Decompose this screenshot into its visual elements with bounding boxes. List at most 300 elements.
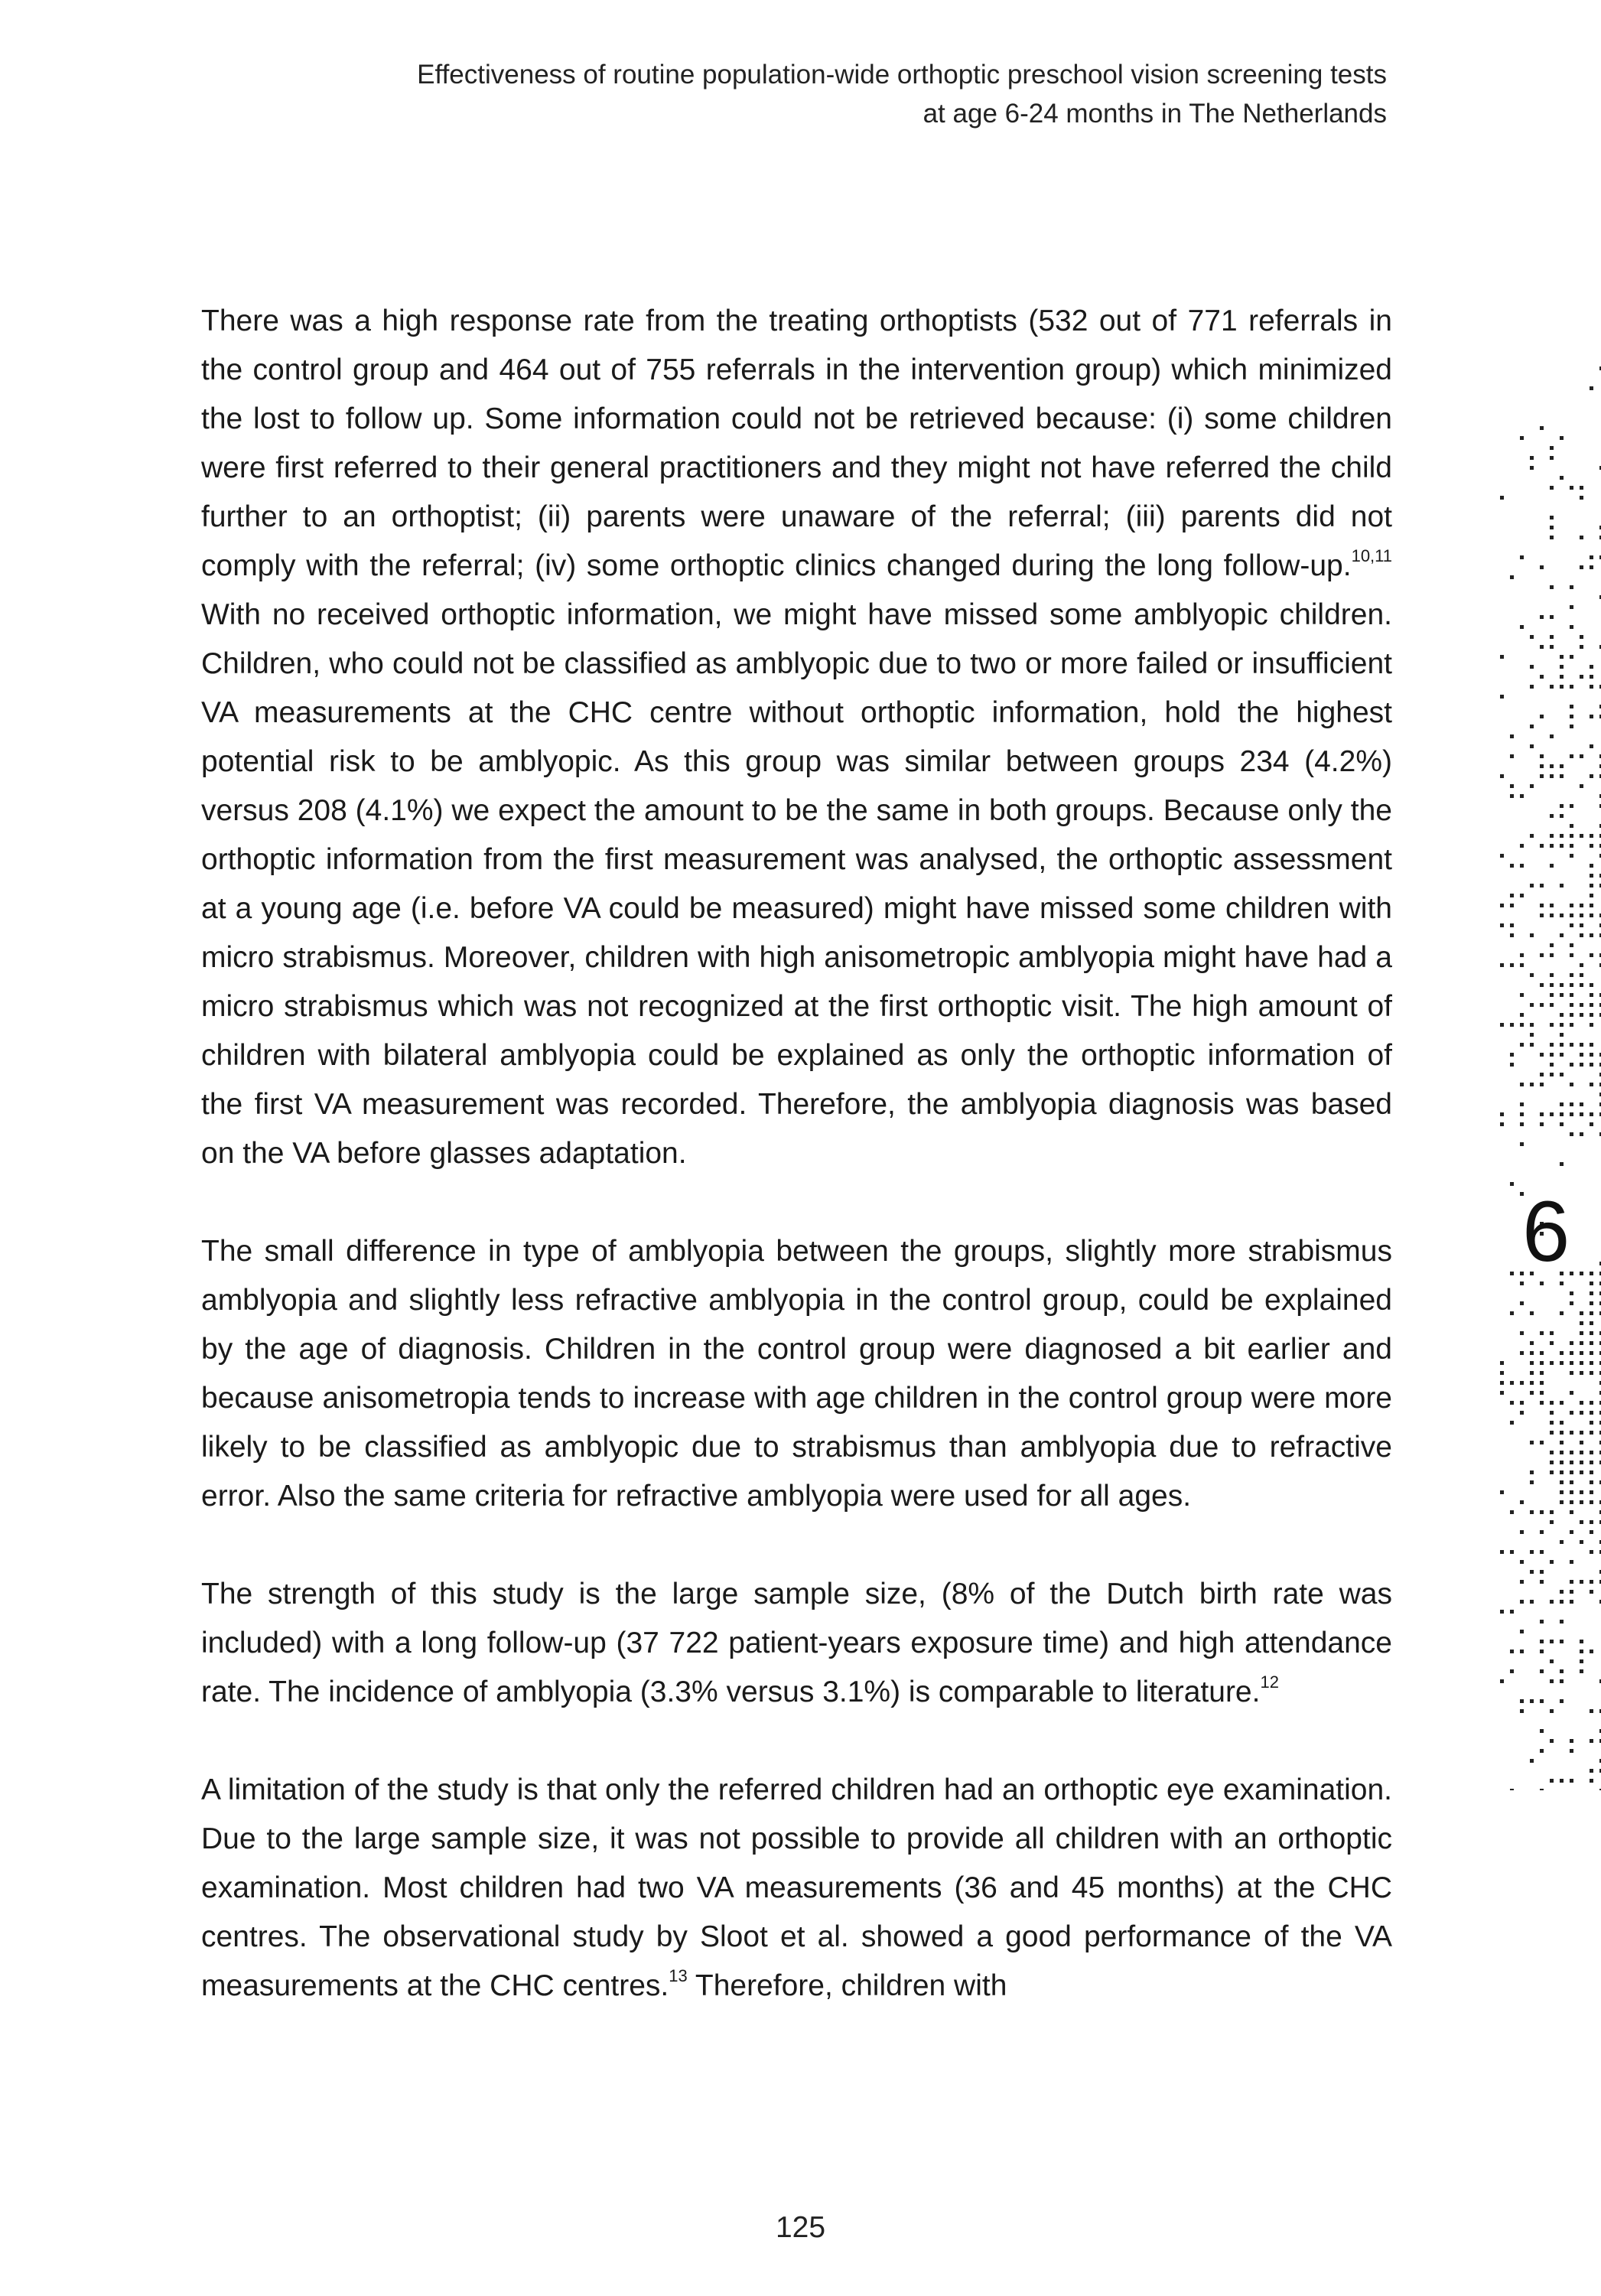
tab-dot (1590, 1451, 1593, 1454)
tab-dot (1510, 1023, 1514, 1027)
tab-dot (1580, 1321, 1583, 1325)
tab-dot (1580, 1132, 1583, 1136)
tab-dot (1570, 943, 1573, 947)
tab-dot (1510, 1669, 1514, 1673)
tab-dot (1510, 1063, 1514, 1067)
tab-dot (1570, 1063, 1573, 1067)
tab-dot (1580, 963, 1583, 967)
tab-dot (1540, 1122, 1544, 1126)
tab-dot (1550, 1709, 1554, 1713)
tab-dot (1550, 864, 1554, 868)
tab-dot (1580, 923, 1583, 927)
tab-dot (1550, 993, 1554, 997)
tab-dot (1550, 1560, 1554, 1564)
tab-dot (1570, 1749, 1573, 1753)
tab-dot (1560, 1620, 1564, 1623)
tab-dot (1530, 744, 1534, 748)
tab-dot (1510, 1789, 1514, 1790)
tab-dot (1550, 943, 1554, 947)
tab-dot (1510, 575, 1514, 579)
tab-dot (1580, 486, 1583, 490)
tab-dot (1590, 715, 1593, 718)
tab-dot (1540, 1510, 1544, 1514)
tab-dot (1560, 814, 1564, 818)
tab-dot (1550, 834, 1554, 838)
tab-dot (1510, 1272, 1514, 1275)
tab-dot (1540, 1729, 1544, 1733)
tab-dot (1590, 1291, 1593, 1295)
tab-dot (1530, 1391, 1534, 1395)
tab-dot (1550, 1003, 1554, 1007)
tab-dot (1590, 1470, 1593, 1474)
tab-dot (1500, 963, 1504, 967)
tab-dot (1580, 1441, 1583, 1444)
tab-dot (1560, 844, 1564, 848)
tab-dot (1540, 1699, 1544, 1703)
tab-dot (1580, 1540, 1583, 1544)
tab-dot (1560, 1669, 1564, 1673)
tab-dot (1520, 1411, 1524, 1415)
tab-dot (1570, 983, 1573, 987)
tab-dot (1590, 1331, 1593, 1335)
tab-dot (1550, 1112, 1554, 1116)
tab-dot (1530, 1003, 1534, 1007)
tab-dot (1570, 725, 1573, 728)
tab-dot (1500, 904, 1504, 907)
tab-dot (1580, 1063, 1583, 1067)
tab-dot (1580, 1490, 1583, 1494)
tab-dot (1520, 1580, 1524, 1584)
tab-dot (1580, 1520, 1583, 1524)
tab-dot (1520, 1401, 1524, 1405)
tab-dot (1560, 993, 1564, 997)
tab-dot (1590, 1083, 1593, 1086)
tab-dot (1580, 1311, 1583, 1315)
tab-dot (1530, 665, 1534, 669)
tab-dot (1530, 1033, 1534, 1037)
tab-dot (1580, 914, 1583, 917)
tab-dot (1510, 963, 1514, 967)
tab-dot (1570, 1371, 1573, 1375)
tab-dot (1560, 1351, 1564, 1355)
tab-dot (1570, 1023, 1573, 1027)
tab-dot (1580, 983, 1583, 987)
paragraph-4-text-a: A limitation of the study is that only the referred children had an orthoptic eye examination. Due to the large sample size, it was not possible to provide all children with an orthoptic examination. Most children had two VA measurements (36 and 45 months) at the CHC centres. The observational study by Sloot et al. showed a good performance of the VA measurements at the CHC centres. (201, 1773, 1392, 2002)
tab-dot (1560, 1600, 1564, 1604)
tab-dot (1540, 675, 1544, 679)
tab-dot (1510, 1311, 1514, 1315)
tab-dot (1550, 1779, 1554, 1783)
tab-dot (1590, 1351, 1593, 1355)
tab-dot (1530, 1699, 1534, 1703)
tab-dot (1580, 904, 1583, 907)
tab-dot (1570, 715, 1573, 718)
citation-13: 13 (669, 1966, 688, 1985)
tab-dot (1560, 1679, 1564, 1683)
tab-dot (1500, 1490, 1504, 1494)
tab-dot (1540, 774, 1544, 778)
tab-dot (1530, 884, 1534, 887)
tab-dot (1550, 1679, 1554, 1683)
tab-dot (1590, 1311, 1593, 1315)
tab-dot (1570, 1431, 1573, 1435)
tab-dot (1530, 784, 1534, 788)
tab-dot (1500, 854, 1504, 858)
tab-dot (1580, 1351, 1583, 1355)
tab-dot (1540, 1282, 1544, 1285)
tab-dot (1590, 1282, 1593, 1285)
tab-dot (1520, 1102, 1524, 1106)
tab-dot (1520, 1630, 1524, 1633)
tab-dot (1530, 1600, 1534, 1604)
tab-dot (1580, 1013, 1583, 1017)
tab-dot (1520, 1709, 1524, 1713)
tab-dot (1530, 725, 1534, 728)
tab-dot (1560, 1102, 1564, 1106)
tab-dot (1510, 794, 1514, 798)
tab-dot (1590, 386, 1593, 390)
tab-dot (1570, 1411, 1573, 1415)
tab-dot (1520, 1560, 1524, 1564)
body-text (201, 297, 1392, 2011)
tab-dot (1570, 1560, 1573, 1564)
tab-dot (1570, 1739, 1573, 1743)
tab-dot (1550, 953, 1554, 957)
tab-dot (1530, 1510, 1534, 1514)
tab-dot (1550, 914, 1554, 917)
tab-dot (1560, 914, 1564, 917)
tab-dot (1590, 1112, 1593, 1116)
tab-dot (1570, 605, 1573, 609)
tab-dot (1590, 933, 1593, 937)
tab-dot (1530, 1023, 1534, 1027)
tab-dot (1590, 1530, 1593, 1534)
tab-dot (1540, 1580, 1544, 1584)
tab-dot (1560, 764, 1564, 768)
tab-dot (1590, 565, 1593, 569)
tab-dot (1560, 834, 1564, 838)
tab-dot (1540, 1401, 1544, 1405)
tab-dot (1550, 973, 1554, 977)
tab-dot (1540, 1112, 1544, 1116)
tab-dot (1550, 685, 1554, 689)
tab-dot (1540, 1083, 1544, 1086)
tab-dot (1560, 1540, 1564, 1544)
tab-dot (1580, 1461, 1583, 1464)
tab-dot (1560, 1122, 1564, 1126)
tab-dot (1550, 1401, 1554, 1405)
tab-dot (1590, 914, 1593, 917)
tab-dot (1550, 904, 1554, 907)
tab-dot (1510, 1401, 1514, 1405)
tab-dot (1560, 1033, 1564, 1037)
tab-dot (1550, 635, 1554, 639)
tab-dot (1570, 1341, 1573, 1345)
tab-dot (1590, 1401, 1593, 1405)
tab-dot (1590, 685, 1593, 689)
tab-dot (1550, 446, 1554, 450)
tab-dot (1580, 754, 1583, 758)
tab-dot (1590, 983, 1593, 987)
tab-dot (1540, 1550, 1544, 1554)
tab-dot (1520, 1282, 1524, 1285)
tab-dot (1570, 1580, 1573, 1584)
tab-dot (1570, 904, 1573, 907)
tab-dot (1550, 645, 1554, 649)
tab-dot (1590, 1321, 1593, 1325)
tab-dot (1540, 615, 1544, 619)
tab-dot (1540, 844, 1544, 848)
tab-dot (1540, 1570, 1544, 1574)
tab-dot (1520, 844, 1524, 848)
tab-dot (1500, 695, 1504, 699)
tab-dot (1590, 1053, 1593, 1057)
tab-dot (1510, 1053, 1514, 1057)
tab-dot (1540, 1371, 1544, 1375)
tab-dot (1520, 1530, 1524, 1534)
tab-dot (1590, 1550, 1593, 1554)
tab-dot (1550, 844, 1554, 848)
tab-dot (1500, 496, 1504, 500)
tab-dot (1570, 1351, 1573, 1355)
tab-dot (1540, 1441, 1544, 1444)
tab-dot (1540, 1351, 1544, 1355)
tab-dot (1580, 1451, 1583, 1454)
tab-dot (1590, 1520, 1593, 1524)
tab-dot (1570, 585, 1573, 589)
tab-dot (1540, 754, 1544, 758)
tab-dot (1590, 1043, 1593, 1047)
tab-dot (1550, 1520, 1554, 1524)
tab-dot (1570, 1102, 1573, 1106)
tab-dot (1500, 1361, 1504, 1365)
tab-dot (1570, 1132, 1573, 1136)
tab-dot (1520, 1083, 1524, 1086)
tab-dot (1540, 565, 1544, 569)
tab-dot (1560, 1401, 1564, 1405)
tab-dot (1540, 1640, 1544, 1643)
tab-dot (1550, 516, 1554, 519)
tab-dot (1590, 1411, 1593, 1415)
tab-dot (1560, 1461, 1564, 1464)
tab-dot (1590, 1779, 1593, 1783)
tab-dot (1590, 675, 1593, 679)
tab-dot (1510, 864, 1514, 868)
tab-dot (1570, 655, 1573, 659)
tab-dot (1590, 953, 1593, 957)
tab-dot (1550, 1053, 1554, 1057)
tab-dot (1590, 1500, 1593, 1504)
tab-dot (1560, 1053, 1564, 1057)
tab-dot (1520, 1381, 1524, 1385)
tab-dot (1540, 983, 1544, 987)
tab-dot (1590, 1769, 1593, 1773)
running-header-line-1: Effectiveness of routine population-wide orthoptic preschool vision screening tests (417, 60, 1387, 90)
tab-dot (1590, 864, 1593, 868)
tab-dot (1560, 1013, 1564, 1017)
tab-dot (1560, 1162, 1564, 1166)
tab-dot (1510, 1182, 1514, 1186)
tab-dot (1520, 436, 1524, 440)
tab-dot (1510, 923, 1514, 927)
tab-dot (1560, 884, 1564, 887)
tab-dot (1550, 1451, 1554, 1454)
tab-dot (1530, 1381, 1534, 1385)
tab-dot (1590, 1421, 1593, 1425)
tab-dot (1590, 1023, 1593, 1027)
tab-dot (1560, 1779, 1564, 1783)
tab-dot (1540, 1530, 1544, 1534)
tab-dot (1590, 1490, 1593, 1494)
tab-dot (1520, 953, 1524, 957)
tab-dot (1590, 1580, 1593, 1584)
tab-dot (1580, 1112, 1583, 1116)
tab-dot (1540, 1650, 1544, 1653)
tab-dot (1570, 1301, 1573, 1305)
tab-dot (1580, 1043, 1583, 1047)
tab-dot (1560, 1361, 1564, 1365)
tab-dot (1520, 1351, 1524, 1355)
tab-dot (1570, 1461, 1573, 1464)
tab-dot (1580, 645, 1583, 649)
tab-dot (1500, 1122, 1504, 1126)
tab-dot (1520, 993, 1524, 997)
tab-dot (1520, 1331, 1524, 1335)
tab-dot (1570, 804, 1573, 808)
tab-dot (1570, 705, 1573, 708)
tab-dot (1520, 1013, 1524, 1017)
tab-dot (1570, 923, 1573, 927)
tab-dot (1570, 754, 1573, 758)
tab-dot (1550, 1063, 1554, 1067)
tab-dot (1500, 1550, 1504, 1554)
tab-dot (1530, 973, 1534, 977)
tab-dot (1550, 1023, 1554, 1027)
tab-dot (1590, 665, 1593, 669)
tab-dot (1590, 1590, 1593, 1594)
tab-dot (1560, 1640, 1564, 1643)
tab-dot (1520, 625, 1524, 629)
tab-dot (1530, 1043, 1534, 1047)
tab-dot (1500, 1112, 1504, 1116)
tab-dot (1570, 1112, 1573, 1116)
tab-dot (1590, 1371, 1593, 1375)
tab-dot (1580, 784, 1583, 788)
tab-dot (1540, 953, 1544, 957)
tab-dot (1520, 1500, 1524, 1504)
tab-dot (1520, 1650, 1524, 1653)
tab-dot (1580, 1361, 1583, 1365)
tab-dot (1530, 1361, 1534, 1365)
tab-dot (1520, 963, 1524, 967)
tab-dot (1540, 426, 1544, 430)
tab-dot (1580, 536, 1583, 539)
tab-dot (1500, 1381, 1504, 1385)
tab-dot (1590, 844, 1593, 848)
paragraph-4-text-b: Therefore, children with (687, 1969, 1007, 2002)
tab-dot (1530, 1759, 1534, 1763)
tab-dot (1530, 834, 1534, 838)
tab-dot (1590, 1341, 1593, 1345)
tab-dot (1570, 1083, 1573, 1086)
tab-dot (1550, 1341, 1554, 1345)
tab-dot (1570, 1391, 1573, 1395)
tab-dot (1560, 436, 1564, 440)
tab-dot (1530, 635, 1534, 639)
tab-dot (1540, 1331, 1544, 1335)
tab-dot (1580, 1431, 1583, 1435)
tab-dot (1530, 1470, 1534, 1474)
tab-dot (1580, 1003, 1583, 1007)
tab-dot (1550, 1411, 1554, 1415)
tab-dot (1530, 1311, 1534, 1315)
tab-dot (1530, 685, 1534, 689)
tab-dot (1570, 1003, 1573, 1007)
tab-dot (1510, 1650, 1514, 1653)
tab-dot (1560, 933, 1564, 937)
tab-dot (1550, 1331, 1554, 1335)
tab-dot (1570, 1361, 1573, 1365)
tab-dot (1540, 645, 1544, 649)
tab-dot (1510, 734, 1514, 738)
tab-dot (1570, 1480, 1573, 1484)
tab-dot (1570, 973, 1573, 977)
tab-dot (1520, 864, 1524, 868)
tab-dot (1550, 1073, 1554, 1076)
tab-dot (1560, 1451, 1564, 1454)
tab-dot (1550, 585, 1554, 589)
tab-dot (1510, 1610, 1514, 1614)
tab-dot (1550, 526, 1554, 529)
tab-dot (1560, 1590, 1564, 1594)
tab-dot (1520, 555, 1524, 559)
running-header-line-2: at age 6-24 months in The Netherlands (923, 99, 1387, 129)
tab-dot (1570, 824, 1573, 828)
tab-dot (1590, 993, 1593, 997)
tab-dot (1540, 1391, 1544, 1395)
tab-dot (1590, 1480, 1593, 1484)
tab-dot (1520, 894, 1524, 897)
tab-dot (1580, 1411, 1583, 1415)
tab-dot (1550, 1043, 1554, 1047)
tab-dot (1560, 675, 1564, 679)
tab-dot (1540, 1073, 1544, 1076)
tab-dot (1530, 456, 1534, 460)
tab-dot (1550, 1600, 1554, 1604)
tab-dot (1550, 814, 1554, 818)
tab-dot (1560, 685, 1564, 689)
tab-dot (1590, 834, 1593, 838)
tab-dot (1580, 1331, 1583, 1335)
tab-dot (1530, 1550, 1534, 1554)
paragraph-1 (201, 297, 1392, 1178)
tab-dot (1570, 1470, 1573, 1474)
tab-dot (1500, 774, 1504, 778)
tab-dot (1530, 1341, 1534, 1345)
tab-dot (1560, 1112, 1564, 1116)
tab-dot (1560, 665, 1564, 669)
tab-dot (1510, 894, 1514, 897)
tab-dot (1590, 1361, 1593, 1365)
tab-dot (1570, 1013, 1573, 1017)
tab-dot (1550, 983, 1554, 987)
tab-dot (1570, 1590, 1573, 1594)
tab-dot (1500, 923, 1504, 927)
tab-dot (1580, 1341, 1583, 1345)
tab-dot (1520, 1043, 1524, 1047)
tab-dot (1560, 1073, 1564, 1076)
tab-dot (1580, 1401, 1583, 1405)
